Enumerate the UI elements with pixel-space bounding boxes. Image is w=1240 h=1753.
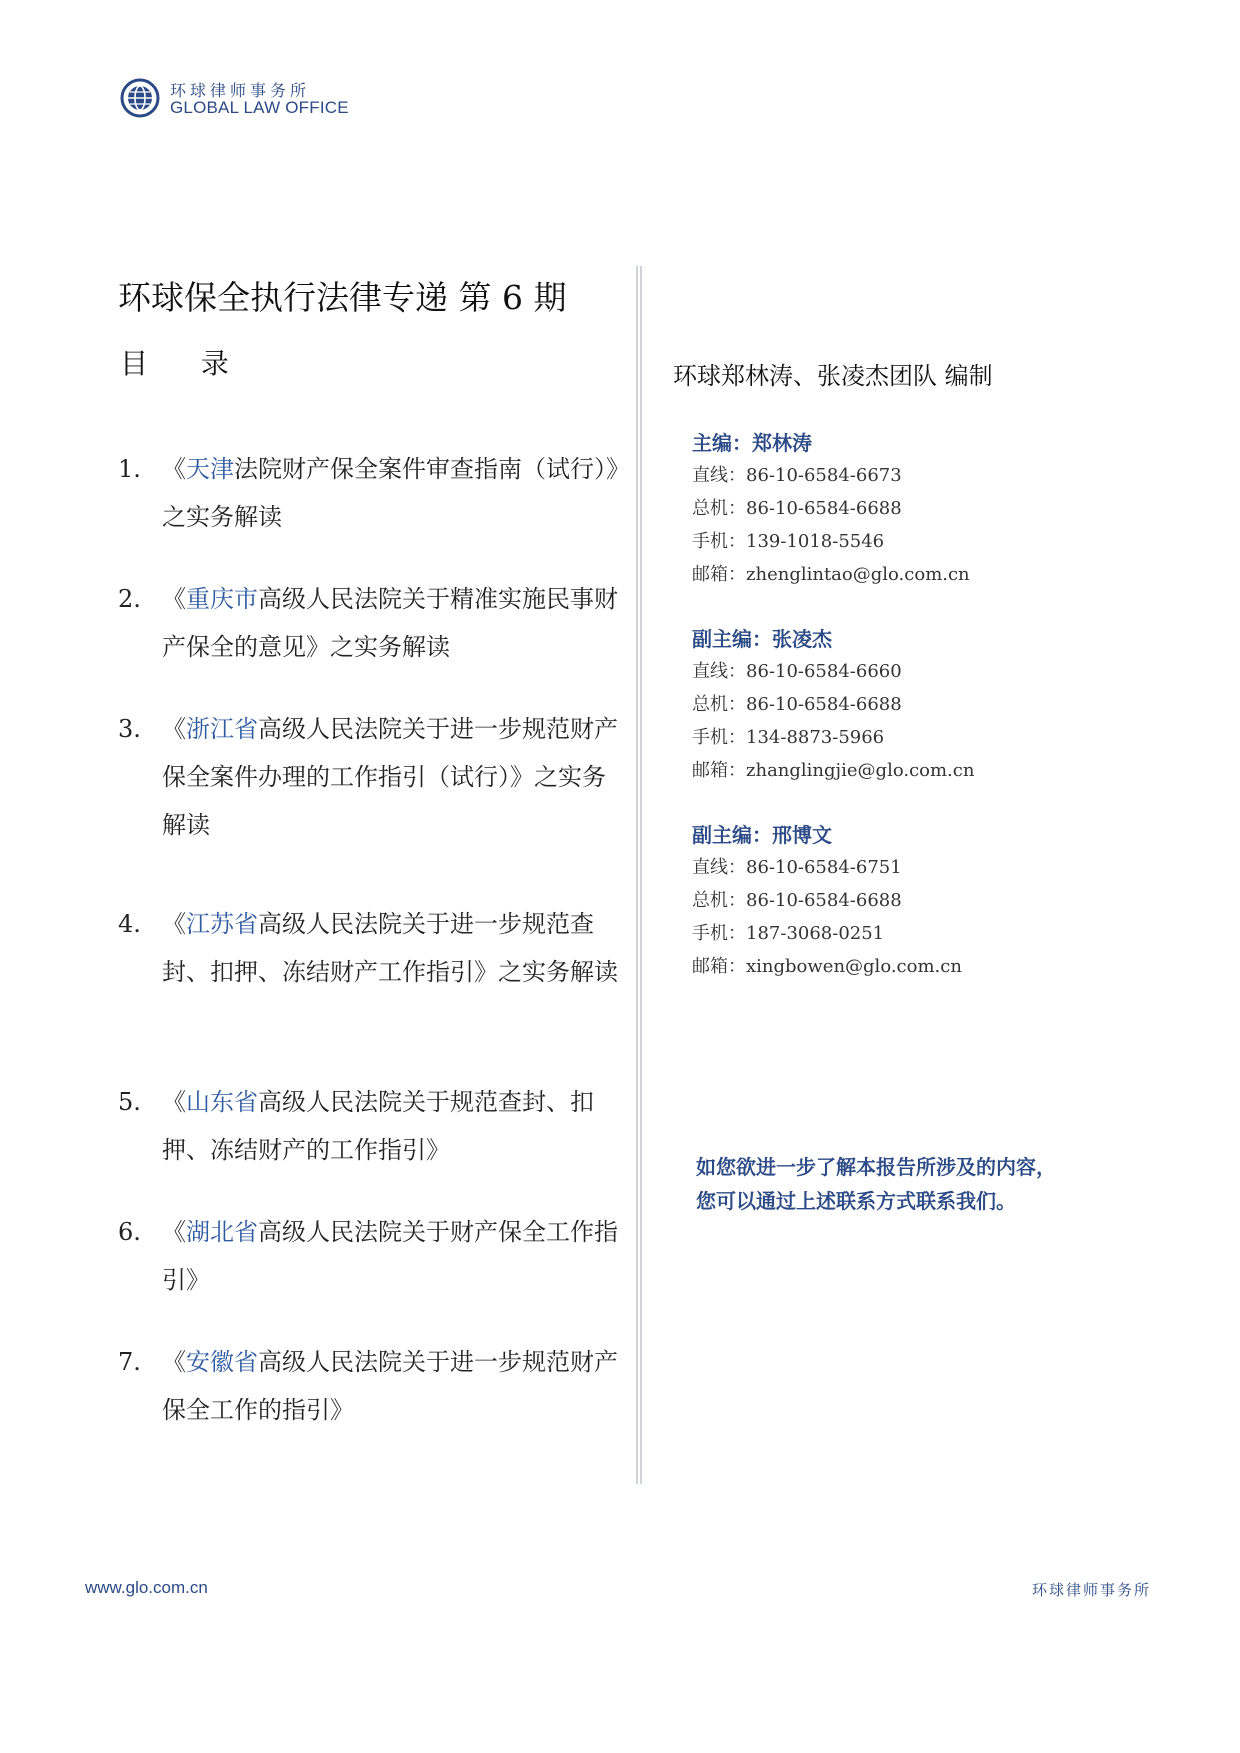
- toc-item-text: 《江苏省高级人民法院关于进一步规范查封、扣押、冻结财产工作指引》之实务解读: [162, 910, 618, 986]
- toc-item-place: 重庆市: [186, 585, 258, 613]
- logo-firm-name-cn: 环球律师事务所: [170, 81, 311, 100]
- toc-item-number: 3.: [118, 715, 141, 743]
- toc-item-place: 浙江省: [186, 715, 258, 743]
- toc-item-number: 2.: [118, 585, 141, 613]
- toc-item-text: 《天津法院财产保全案件审查指南（试行）》之实务解读: [162, 455, 618, 531]
- toc-item-place: 天津: [186, 455, 234, 483]
- contact-role: 主编：郑林涛: [692, 431, 812, 455]
- contact-mobile: 手机：139-1018-5546: [692, 531, 885, 552]
- contact-email[interactable]: 邮箱：zhanglingjie@glo.com.cn: [692, 760, 975, 781]
- footer-firm-name: 环球律师事务所: [1032, 1581, 1152, 1599]
- toc-item-number: 5.: [118, 1088, 141, 1116]
- contact-main-line: 总机：86-10-6584-6688: [692, 890, 902, 911]
- contact-email[interactable]: 邮箱：zhenglintao@glo.com.cn: [692, 564, 970, 585]
- toc-item-number: 6.: [118, 1218, 141, 1246]
- toc-item-place: 湖北省: [186, 1218, 258, 1246]
- contact-direct-line: 直线：86-10-6584-6673: [692, 465, 902, 486]
- page-title: 环球保全执行法律专递 第 6 期: [118, 278, 567, 317]
- toc-item-text: 《湖北省高级人民法院关于财产保全工作指引》: [162, 1218, 618, 1294]
- contact-note-line-2: 您可以通过上述联系方式联系我们。: [696, 1189, 1016, 1213]
- toc-item-text: 《浙江省高级人民法院关于进一步规范财产保全案件办理的工作指引（试行）》之实务解读: [162, 715, 618, 839]
- globe-icon: [120, 78, 160, 118]
- toc-item-number: 4.: [118, 910, 141, 938]
- toc-item-text: 《山东省高级人民法院关于规范查封、扣押、冻结财产的工作指引》: [162, 1088, 594, 1164]
- contact-direct-line: 直线：86-10-6584-6660: [692, 661, 902, 682]
- contact-mobile: 手机：134-8873-5966: [692, 727, 885, 748]
- contact-mobile: 手机：187-3068-0251: [692, 923, 885, 944]
- toc-item-place: 江苏省: [186, 910, 258, 938]
- contact-main-line: 总机：86-10-6584-6688: [692, 694, 902, 715]
- toc-item-place: 山东省: [186, 1088, 258, 1116]
- footer-website-link[interactable]: www.glo.com.cn: [85, 1578, 208, 1597]
- contact-note-line-1: 如您欲进一步了解本报告所涉及的内容，: [696, 1155, 1056, 1179]
- firm-logo: [120, 78, 440, 122]
- contact-email[interactable]: 邮箱：xingbowen@glo.com.cn: [692, 956, 962, 977]
- contact-direct-line: 直线：86-10-6584-6751: [692, 857, 902, 878]
- contact-role: 副主编：张凌杰: [692, 627, 832, 651]
- toc-heading: 目 录: [120, 347, 251, 380]
- contact-editor-in-chief: [692, 427, 1112, 591]
- toc-item-number: 7.: [118, 1348, 141, 1376]
- contact-note: [696, 1150, 1056, 1218]
- contact-role: 副主编：邢博文: [692, 823, 832, 847]
- toc-item-text: 《安徽省高级人民法院关于进一步规范财产保全工作的指引》: [162, 1348, 618, 1424]
- contact-deputy-editor-1: [692, 623, 1112, 787]
- toc-item-place: 安徽省: [186, 1348, 258, 1376]
- column-divider: [636, 266, 642, 1484]
- logo-firm-name-en: GLOBAL LAW OFFICE: [170, 98, 349, 117]
- toc-item-text: 《重庆市高级人民法院关于精准实施民事财产保全的意见》之实务解读: [162, 585, 618, 661]
- toc-item-number: 1.: [118, 455, 141, 483]
- contact-main-line: 总机：86-10-6584-6688: [692, 498, 902, 519]
- contact-deputy-editor-2: [692, 819, 1112, 983]
- team-heading: 环球郑林涛、张凌杰团队 编制: [673, 362, 993, 390]
